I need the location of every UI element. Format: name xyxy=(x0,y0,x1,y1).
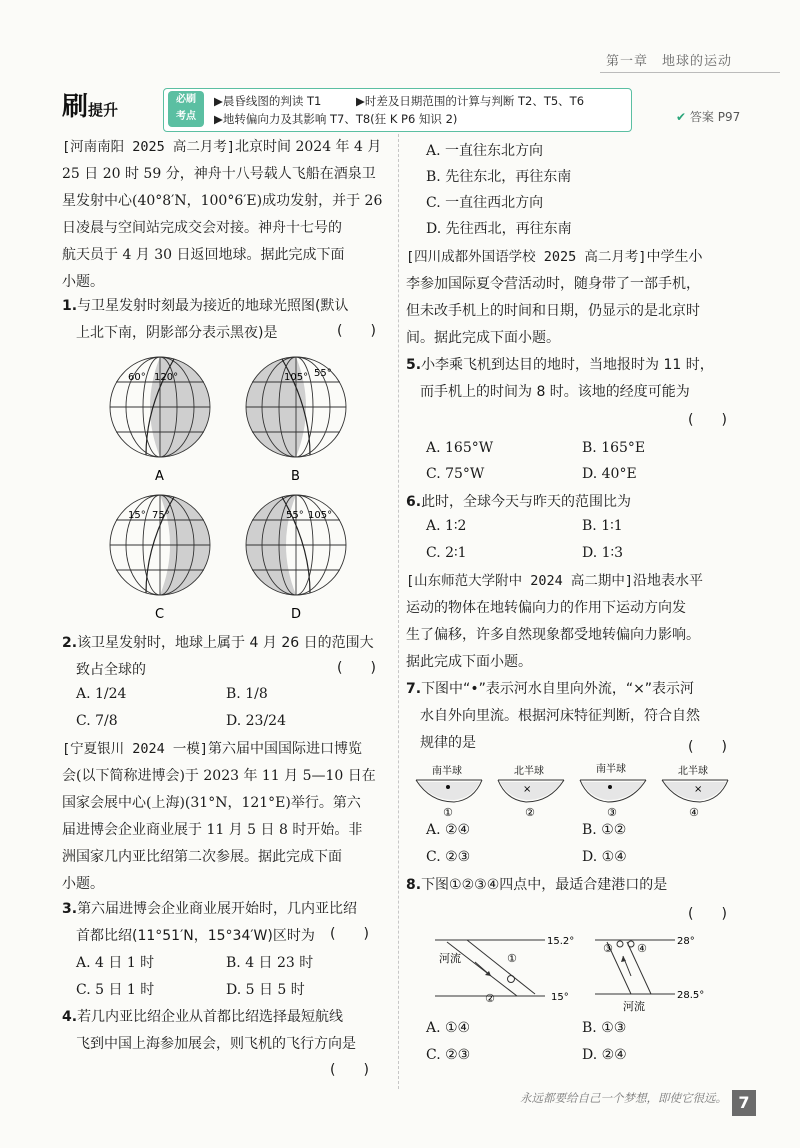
text-line: 洲国家几内亚比绍第二次参展。据此完成下面 xyxy=(62,849,342,865)
column-divider xyxy=(398,134,399,1089)
globe-label-a: A xyxy=(155,469,164,484)
option-b[interactable]: B. ①② xyxy=(582,822,627,838)
question-5 xyxy=(406,352,751,406)
chapter-title: 第一章 地球的运动 xyxy=(606,54,733,69)
option-b[interactable]: B. 1∶1 xyxy=(582,518,623,534)
text-line: 生了偏移，许多自然现象都受地转偏向力影响。 xyxy=(406,627,700,643)
key-point-3: ▶地转偏向力及其影响 T7、T8(狂 K P6 知识 2) xyxy=(214,112,458,126)
answer-blank[interactable]: ( ) xyxy=(330,1062,369,1078)
text-line: 届进博会企业商业展于 11 月 5 日 8 时开始。非 xyxy=(62,822,363,838)
map-lat-3: 28° xyxy=(677,936,695,947)
question-number: 3. xyxy=(62,901,78,917)
question-text: 致占全球的 xyxy=(76,662,146,678)
check-icon: ✔ xyxy=(676,110,687,124)
text-line: 会(以下简称进博会)于 2023 年 11 月 5—10 日在 xyxy=(62,768,376,784)
text-line: 小题。 xyxy=(62,876,104,892)
option-a[interactable]: A. 165°W xyxy=(426,440,494,456)
question-text: 此时，全球今天与昨天的范围比为 xyxy=(421,494,632,510)
answer-blank[interactable]: ( ) xyxy=(330,926,369,942)
key-point-1: ▶晨昏线图的判读 T1 xyxy=(214,94,322,108)
option-b[interactable]: B. 165°E xyxy=(582,440,646,456)
text-line: 据此完成下面小题。 xyxy=(406,654,532,670)
text-line: 星发射中心(40°8′N，100°6′E)成功发射，并于 26 xyxy=(62,193,383,209)
globe-a-deg2: 120° xyxy=(154,372,179,383)
option-d[interactable]: D. 40°E xyxy=(582,466,637,482)
answer-blank[interactable]: ( ) xyxy=(337,660,376,676)
river-num-1: ① xyxy=(443,806,453,819)
header-rule xyxy=(600,72,780,73)
answer-text: 答案 P97 xyxy=(689,110,741,124)
question-text: 上北下南，阴影部分表示黑夜)是 xyxy=(76,325,278,341)
globe-c-deg2: 75° xyxy=(152,510,170,521)
answer-blank[interactable]: ( ) xyxy=(688,739,727,755)
brand-big: 刷 xyxy=(62,92,89,122)
globe-label-c: C xyxy=(155,607,165,622)
answer-blank[interactable]: ( ) xyxy=(337,323,376,339)
source-tag: [河南南阳 2025 高二月考] xyxy=(62,139,236,155)
river-num-4: ④ xyxy=(689,806,699,819)
option-a[interactable]: A. ①④ xyxy=(426,1020,471,1036)
globe-c-deg1: 15° xyxy=(128,510,146,521)
question-text: 规律的是 xyxy=(420,735,476,751)
globe-b-deg1: 105° xyxy=(284,372,309,383)
option-c[interactable]: C. 7/8 xyxy=(76,713,118,729)
answer-blank[interactable]: ( ) xyxy=(688,906,727,922)
text-line: 日凌晨与空间站完成交会对接。神舟十七号的 xyxy=(62,220,342,236)
text-line: 沿地表水平 xyxy=(633,573,704,589)
text-line: 国家会展中心(上海)(31°N，121°E)举行。第六 xyxy=(62,795,361,811)
intro-passage-3 xyxy=(406,244,751,352)
option-a[interactable]: A. 1∶2 xyxy=(426,518,467,534)
question-text: 小李乘飞机到达目的地时，当地报时为 11 时， xyxy=(421,357,714,373)
text-line: 但未改手机上的时间和日期，仍显示的是北京时 xyxy=(406,303,700,319)
port-map-figure xyxy=(425,928,725,1014)
page-number: 7 xyxy=(732,1090,756,1116)
svg-text:×: × xyxy=(694,784,703,795)
map-point-1: ① xyxy=(507,952,517,965)
option-a[interactable]: A. 4 日 1 时 xyxy=(76,955,155,971)
map-point-3: ③ xyxy=(603,942,613,955)
question-number: 5. xyxy=(406,357,422,373)
text-line: 北京时间 2024 年 4 月 xyxy=(235,139,382,155)
question-text: 该卫星发射时，地球上属于 4 月 26 日的范围大 xyxy=(77,635,374,651)
river-label-3: 南半球 xyxy=(596,764,626,775)
question-text: 水自外向里流。根据河床特征判断，符合自然 xyxy=(420,708,700,724)
text-line: 小题。 xyxy=(62,274,104,290)
globe-a xyxy=(110,357,210,457)
river-label-2: 北半球 xyxy=(514,766,544,777)
question-text: 若几内亚比绍企业从首都比绍选择最短航线 xyxy=(77,1009,344,1025)
river-num-3: ③ xyxy=(607,806,617,819)
question-text: 下图中“•”表示河水自里向外流，“×”表示河 xyxy=(421,681,695,697)
map-point-2: ② xyxy=(485,992,495,1005)
option-d[interactable]: D. 23/24 xyxy=(226,713,286,729)
tag-line-1: 必刷 xyxy=(176,94,196,105)
option-c[interactable]: C. 2∶1 xyxy=(426,545,467,561)
brand-small: 提升 xyxy=(88,101,119,119)
question-6 xyxy=(406,489,751,516)
option-a[interactable]: A. 1/24 xyxy=(76,686,127,702)
option-c[interactable]: C. 5 日 1 时 xyxy=(76,982,155,998)
map-lat-1: 15.2° xyxy=(547,936,575,947)
question-4 xyxy=(62,1004,392,1058)
tag-line-2: 考点 xyxy=(176,111,196,122)
globe-d-deg2: 105° xyxy=(308,510,333,521)
globe-c xyxy=(110,495,210,595)
question-text: 飞到中国上海参加展会，则飞机的飞行方向是 xyxy=(76,1036,356,1052)
map-river-right: 河流 xyxy=(623,1000,645,1013)
option-d[interactable]: D. 先往西北，再往东南 xyxy=(426,221,572,237)
globe-a-deg1: 60° xyxy=(128,372,146,383)
intro-passage-4 xyxy=(406,568,751,676)
svg-text:×: × xyxy=(523,784,532,795)
question-number: 7. xyxy=(406,681,422,697)
option-d[interactable]: D. ②④ xyxy=(582,1047,627,1063)
river-num-2: ② xyxy=(525,806,535,819)
map-lat-2: 15° xyxy=(551,992,569,1003)
option-c[interactable]: C. 75°W xyxy=(426,466,485,482)
river-label-4: 北半球 xyxy=(678,766,708,777)
option-a[interactable]: A. ②④ xyxy=(426,822,471,838)
map-river-left: 河流 xyxy=(439,952,461,965)
globe-label-b: B xyxy=(291,469,300,484)
question-number: 8. xyxy=(406,877,422,893)
source-tag: [四川成都外国语学校 2025 高二月考] xyxy=(406,249,647,265)
globe-d xyxy=(246,495,346,595)
source-tag: [山东师范大学附中 2024 高二期中] xyxy=(406,573,634,589)
question-8 xyxy=(406,872,751,899)
option-b[interactable]: B. ①③ xyxy=(582,1020,627,1036)
globe-label-d: D xyxy=(291,607,302,622)
map-lat-4: 28.5° xyxy=(677,990,705,1001)
option-a[interactable]: A. 一直往东北方向 xyxy=(426,143,544,159)
text-line: 运动的物体在地转偏向力的作用下运动方向发 xyxy=(406,600,686,616)
globe-b xyxy=(246,357,346,457)
section-brand xyxy=(62,86,118,123)
question-text: 下图①②③④四点中，最适合建港口的是 xyxy=(421,877,668,893)
source-tag: [宁夏银川 2024 一模] xyxy=(62,741,209,757)
text-line: 第六届中国国际进口博览 xyxy=(208,741,363,757)
text-line: 间。据此完成下面小题。 xyxy=(406,330,560,346)
question-number: 6. xyxy=(406,494,422,510)
answer-reference[interactable] xyxy=(676,108,740,125)
option-d[interactable]: D. 1∶3 xyxy=(582,545,624,561)
map-point-4: ④ xyxy=(637,942,647,955)
question-text: 首都比绍(11°51′N，15°34′W)区时为 xyxy=(76,928,315,944)
question-text: 而手机上的时间为 8 时。该地的经度可能为 xyxy=(420,384,690,400)
key-points-tag xyxy=(168,91,204,127)
option-c[interactable]: C. ②③ xyxy=(426,849,471,865)
globe-b-deg2: 55° xyxy=(314,368,332,379)
question-number: 2. xyxy=(62,635,78,651)
riverbed-figures xyxy=(410,762,750,820)
question-text: 第六届进博会企业商业展开始时，几内亚比绍 xyxy=(77,901,358,917)
option-c[interactable]: C. 一直往西北方向 xyxy=(426,195,544,211)
option-b[interactable]: B. 1/8 xyxy=(226,686,268,702)
intro-passage-1 xyxy=(62,134,392,296)
key-point-2: ▶时差及日期范围的计算与判断 T2、T5、T6 xyxy=(356,94,585,108)
question-number: 1. xyxy=(62,298,78,314)
text-line: 航天员于 4 月 30 日返回地球。据此完成下面 xyxy=(62,247,345,263)
option-b[interactable]: B. 先往东北，再往东南 xyxy=(426,169,572,185)
option-d[interactable]: D. 5 日 5 时 xyxy=(226,982,305,998)
footer-motto: 永远都要给自己一个梦想，即使它很远。 xyxy=(520,1091,727,1105)
intro-passage-2 xyxy=(62,736,392,898)
text-line: 25 日 20 时 59 分，神舟十八号载人飞船在酒泉卫 xyxy=(62,166,376,182)
globe-figures xyxy=(100,352,380,634)
text-line: 中学生小 xyxy=(646,249,703,265)
text-line: 李参加国际夏令营活动时，随身带了一部手机， xyxy=(406,276,700,292)
option-b[interactable]: B. 4 日 23 时 xyxy=(226,955,314,971)
globe-d-deg1: 55° xyxy=(286,510,304,521)
answer-blank[interactable]: ( ) xyxy=(688,412,727,428)
option-d[interactable]: D. ①④ xyxy=(582,849,627,865)
river-label-1: 南半球 xyxy=(432,766,462,777)
question-text: 与卫星发射时刻最为接近的地球光照图(默认 xyxy=(77,298,349,314)
option-c[interactable]: C. ②③ xyxy=(426,1047,471,1063)
question-number: 4. xyxy=(62,1009,78,1025)
